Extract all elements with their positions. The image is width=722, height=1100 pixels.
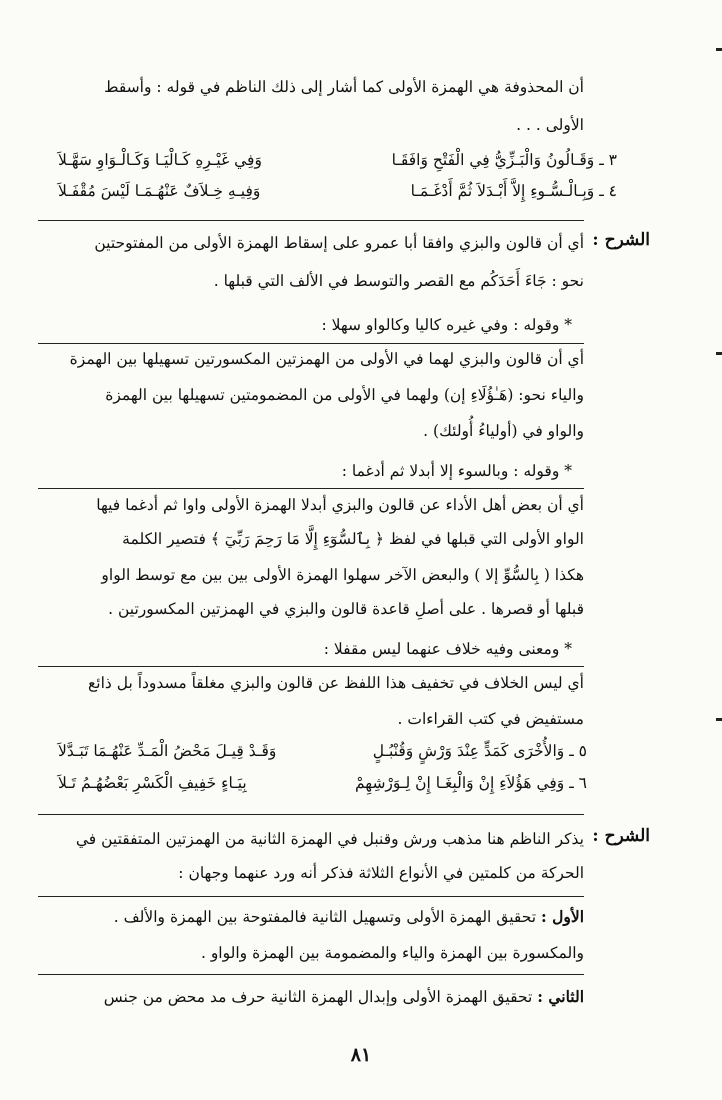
divider-rule [38,896,584,897]
edge-mark [716,352,722,355]
first-method-text: تحقيق الهمزة الأولى وتسهيل الثانية فالمفتوحة بين الهمزة والألف . [113,908,537,926]
verse-4-number-and-first-hemistich: ٤ ـ وَبِـالْـسُّـوءِ إِلاَّ أَبْـدَلاَ ثُمَّ أَدْغَـمَـا [410,182,617,200]
page-number: ٨١ [350,1044,372,1066]
bullet-star-icon: * [564,462,572,480]
section-1-line-1: أي أن قالون والبزي لهما في الأولى من الهمزتين المكسورتين تسهيلها بين الهمزة [69,350,584,368]
sharh-label: الشرح : [592,230,650,250]
sharh-2-line-2: الحركة من كلمتين في الأنواع الثلاثة فذكر أنه ورد عنهما وجهان : [178,864,584,882]
verse-3-number-and-first-hemistich: ٣ ـ وَقَـالُونُ وَالْبَـزِّيُّ فِي الْفَتْحِ وَافَقَـا [391,151,617,169]
section-1-line-3: والواو في (أولياءُ أُولئك) . [423,422,584,440]
sharh-2-line-1: يذكر الناظم هنا مذهب ورش وقنبل في الهمزة الثانية من الهمزتين المتفقتين في [75,830,584,848]
divider-rule [38,666,584,667]
section-2-line-3: هكذا ( بِالسُّوِّ إلا ) والبعض الآخر سهلوا الهمزة الأولى بين بين مع توسط الواو [101,566,584,584]
verse-first-hemistich: وَفِي هَؤُلاَءِ إِنْ وَالْبِغَـا إِنْ لِـوَرْشِهِمْ [354,774,565,792]
sharh-1-line-2: نحو : جَاءَ أَحَدَكُم مع القصر والتوسط في الألف التي قبلها . [213,272,584,290]
verse-6-second-hemistich: بِيَـاءٍ خَفِيفِ الْكَسْرِ بَعْضُهُـمُ تَـلاَ [58,774,247,792]
verse-5-number-and-first-hemistich: ٥ ـ وَالأُخْرَى كَمَدٍّ عِنْدَ وَرْشٍ وَقُنْبُـلٍ [372,742,587,760]
sharh-1-line-1: أي أن قالون والبزي وافقا أبا عمرو على إسقاط الهمزة الأولى من المفتوحتين [94,234,584,252]
section-2-line-1: أي أن بعض أهل الأداء عن قالون والبزي أبدلا الهمزة الأولى واوا ثم أدغما فيها [96,496,584,514]
edge-mark [716,718,722,721]
divider-rule [38,220,584,221]
verse-6-number-and-first-hemistich: ٦ ـ وَفِي هَؤُلاَءِ إِنْ وَالْبِغَـا إِنْ لِـوَرْشِهِمْ [354,774,587,792]
intro-line-1: أن المحذوفة هي الهمزة الأولى كما أشار إلى ذلك الناظم في قوله : وأسقط [104,78,584,96]
intro-line-2: الأولى . . . [516,116,584,134]
section-3-line-1: أي ليس الخلاف في تخفيف هذا اللفظ عن قالون والبزي مغلقاً مسدوداً بل ذائع [88,674,584,692]
verse-number: ٥ [578,742,587,760]
first-method-line-2: والمكسورة بين الهمزة والياء والمضمومة بين الهمزة والواو . [200,944,584,962]
verse-first-hemistich: وَبِـالْـسُّـوءِ إِلاَّ أَبْـدَلاَ ثُمَّ أَدْغَـمَـا [410,182,595,200]
second-method-line-1 [38,982,584,1012]
divider-rule [38,974,584,975]
section-2-line-2: الواو الأولى التي قبلها في لفظ ﴿ بِٱلسُّوٓءِ إِلَّا مَا رَحِمَ رَبِّيٓ ﴾ فتصير الكلمة [122,530,584,548]
verse-4-second-hemistich: وَفِيـهِ خِـلاَفٌ عَنْهُـمَـا لَيْسَ مُقْفَـلاَ [58,182,261,200]
section-1-line-2: والياء نحو: (هَـٰؤُلَاءِ إن) ولهما في الأولى من المضمومتين تسهيلها بين الهمزة [105,386,584,404]
section-3-heading [26,634,572,664]
section-3-line-2: مستفيض في كتب القراءات . [397,710,584,728]
section-2-heading [26,456,572,486]
first-method-label: الأول : [540,907,584,926]
section-heading-text: وقوله : وفي غيره كاليا وكالواو سهلا : [321,316,560,334]
second-method-label: الثاني : [537,987,584,1006]
divider-rule [38,488,584,489]
bullet-star-icon: * [564,640,572,658]
verse-number: ٤ [608,182,617,200]
verse-5-second-hemistich: وَقَـدْ قِيـلَ مَحْضُ الْمَـدِّ عَنْهُـمَا تَبَـدَّلاَ [58,742,277,760]
section-1-heading [26,310,572,340]
divider-rule [38,814,584,815]
section-2-line-4: قبلها أو قصرها . على أصلِ قاعدة قالون والبزي في الهمزتين المكسورتين . [108,600,584,618]
first-method-line-1 [38,902,584,932]
sharh-label: الشرح : [592,826,650,846]
edge-mark [716,48,722,51]
section-heading-text: ومعنى وفيه خلاف عنهما ليس مقفلا : [323,640,560,658]
second-method-text: تحقيق الهمزة الأولى وإبدال الهمزة الثانية حرف مد محض من جنس [103,988,533,1006]
verse-3-second-hemistich: وَفِي غَيْـرِهِ كَـالْيَـا وَكَـالْـوَاوِ سَهَّـلاَ [58,151,262,169]
verse-number: ٣ [608,151,617,169]
section-heading-text: وقوله : وبالسوء إلا أبدلا ثم أدغما : [341,462,560,480]
verse-number: ٦ [578,774,587,792]
verse-first-hemistich: وَالأُخْرَى كَمَدٍّ عِنْدَ وَرْشٍ وَقُنْبُـلٍ [372,742,565,760]
bullet-star-icon: * [564,316,572,334]
verse-first-hemistich: وَقَـالُونُ وَالْبَـزِّيُّ فِي الْفَتْحِ وَافَقَـا [391,151,595,169]
